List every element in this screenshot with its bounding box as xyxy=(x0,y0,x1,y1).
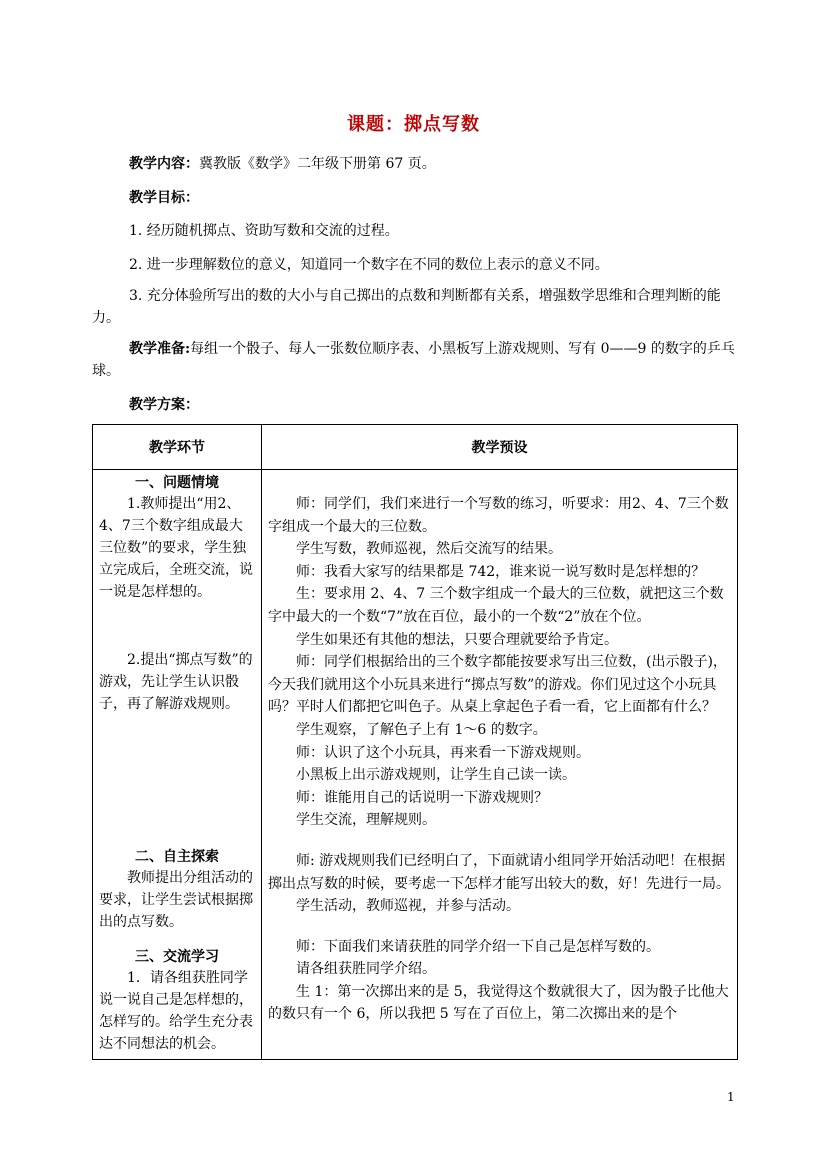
header-stage: 教学环节 xyxy=(93,425,262,470)
preset-text: 师：同学们根据给出的三个数字都能按要求写出三位数，(出示骰子)，今天我们就用这个小玩具来进行“掷点写数”的游戏。你们见过这个小玩具吗？平时人们都把它叫色子。从桌上拿起色子看一看，它上面都有什么？ xyxy=(268,654,727,716)
table-header-row xyxy=(93,425,738,470)
stage-text: 2.提出“掷点写数”的游戏，先让学生认识骰子，再了解游戏规则。 xyxy=(99,652,253,712)
plan-table xyxy=(92,424,738,1060)
stage-text: 教师提出分组活动的要求，让学生尝试根据掷出的点写数。 xyxy=(99,870,253,930)
table-row xyxy=(93,470,738,1060)
goal-item: 2. 进一步理解数位的意义，知道同一个数字在不同的数位上表示的意义不同。 xyxy=(129,257,609,273)
plan-label: 教学方案： xyxy=(129,397,199,413)
prep-text: 每组一个骰子、每人一张数位顺序表、小黑板写上游戏规则、写有 0——9 的数字的乒乓球。 xyxy=(92,341,735,379)
preset-text: 学生写数，教师巡视，然后交流写的结果。 xyxy=(296,541,562,558)
prep-line xyxy=(92,338,740,382)
content-label: 教学内容： xyxy=(129,156,199,172)
goals-label: 教学目标： xyxy=(129,190,199,206)
preset-text: 师：认识了这个小玩具，再来看一下游戏规则。 xyxy=(296,744,590,761)
preset-text: 师：下面我们来请获胜的同学介绍一下自己是怎样写数的。 xyxy=(296,938,660,955)
stage-cell xyxy=(93,470,262,1060)
preset-text: 生：要求用 2、4、7 三个数字组成一个最大的三位数，就把这三个数字中最大的一个数“7”放在百位，最小的一个数“2”放在个位。 xyxy=(268,586,724,625)
preset-text: 学生观察，了解色子上有 1～6 的数字。 xyxy=(296,721,547,738)
stage-text: 1．请各组获胜同学说一说自己是怎样想的，怎样写的。给学生充分表达不同想法的机会。 xyxy=(99,970,253,1052)
preset-text: 师：同学们，我们来进行一个写数的练习，听要求：用2、4、7三个数字组成一个最大的三位数。 xyxy=(268,496,729,535)
goal-item: 3. 充分体验所写出的数的大小与自己掷出的点数和判断都有关系，增强数学思维和合理判断的能力。 xyxy=(92,288,721,326)
stage-text: 1.教师提出“用2、4、7三个数字组成最大三位数”的要求，学生独立完成后，全班交流，说一说是怎样想的。 xyxy=(99,496,253,600)
content-line xyxy=(92,153,740,175)
content-text: 冀教版《数学》二年级下册第 67 页。 xyxy=(199,156,436,172)
preset-text: 学生如果还有其他的想法，只要合理就要给予肯定。 xyxy=(296,631,618,648)
goal-item: 1. 经历随机掷点、资助写数和交流的过程。 xyxy=(129,223,399,239)
prep-label: 教学准备: xyxy=(129,341,191,357)
preset-text: 生 1：第一次掷出来的是 5，我觉得这个数就很大了，因为骰子比他大的数只有一个 6，所以我把 5 写在了百位上，第二次掷出来的是个 xyxy=(268,983,729,1023)
preset-text: 请各组获胜同学介绍。 xyxy=(296,961,436,978)
preset-text: 师：谁能用自己的话说明一下游戏规则？ xyxy=(296,789,548,806)
section-title: 三、交流学习 xyxy=(135,949,219,965)
section-title: 一、问题情境 xyxy=(135,475,219,491)
preset-text: 学生活动，教师巡视，并参与活动。 xyxy=(296,898,520,915)
preset-text: 小黑板上出示游戏规则，让学生自己读一读。 xyxy=(296,767,576,784)
preset-text: 师：我看大家写的结果都是 742，谁来说一说写数时是怎样想的？ xyxy=(296,563,706,580)
header-preset: 教学预设 xyxy=(262,425,738,470)
page-number: 1 xyxy=(727,1090,735,1104)
preset-cell xyxy=(262,470,738,1060)
preset-text: 师: 游戏规则我们已经明白了，下面就请小组同学开始活动吧！在根据掷出点写数的时候，要考虑一下怎样才能写出较大的数，好！先进行一局。 xyxy=(268,852,730,892)
page-title: 课题：掷点写数 xyxy=(347,114,480,135)
section-title: 二、自主探索 xyxy=(135,849,219,865)
preset-text: 学生交流，理解规则。 xyxy=(296,812,436,829)
